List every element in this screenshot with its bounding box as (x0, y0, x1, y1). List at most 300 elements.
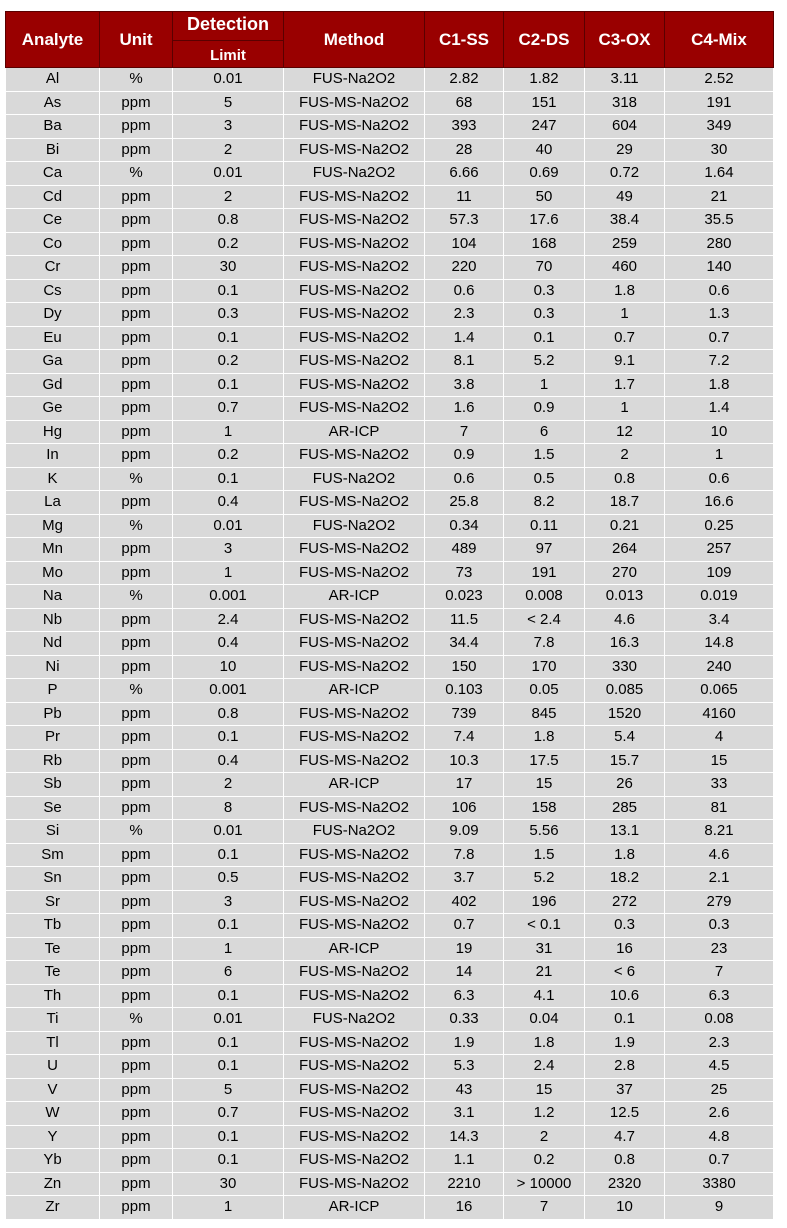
c3-ox-cell: 0.1 (585, 1008, 665, 1032)
table-row (6, 679, 774, 703)
c2-ds-cell: 17.5 (504, 749, 585, 773)
c1-ss-cell: 1.1 (425, 1149, 504, 1173)
c4-mix-cell: 23 (665, 937, 774, 961)
c4-mix-cell: 1.4 (665, 397, 774, 421)
unit-cell: ppm (100, 1149, 173, 1173)
c4-mix-cell: 4.5 (665, 1055, 774, 1079)
c2-ds-cell: 1 (504, 373, 585, 397)
table-row (6, 444, 774, 468)
detection-limit-cell: 30 (173, 1172, 284, 1196)
table-row (6, 91, 774, 115)
detection-limit-cell: 3 (173, 538, 284, 562)
c4-mix-cell: 16.6 (665, 491, 774, 515)
unit-cell: ppm (100, 773, 173, 797)
table-body (6, 68, 774, 1220)
c3-ox-cell: 270 (585, 561, 665, 585)
method-cell: FUS-MS-Na2O2 (284, 914, 425, 938)
c2-ds-cell: 170 (504, 655, 585, 679)
c2-ds-cell: 7.8 (504, 632, 585, 656)
analyte-cell: Ba (6, 115, 100, 139)
c4-mix-cell: 0.08 (665, 1008, 774, 1032)
c3-ox-cell: 264 (585, 538, 665, 562)
table-row (6, 1172, 774, 1196)
analyte-cell: V (6, 1078, 100, 1102)
c3-ox-cell: 1.9 (585, 1031, 665, 1055)
c2-ds-cell: 8.2 (504, 491, 585, 515)
method-cell: FUS-MS-Na2O2 (284, 1055, 425, 1079)
c4-mix-cell: 4.6 (665, 843, 774, 867)
c2-ds-cell: > 10000 (504, 1172, 585, 1196)
c1-ss-cell: 3.1 (425, 1102, 504, 1126)
c1-ss-cell: 3.8 (425, 373, 504, 397)
c4-mix-cell: 0.7 (665, 326, 774, 350)
c3-ox-cell: 12 (585, 420, 665, 444)
method-cell: FUS-MS-Na2O2 (284, 1078, 425, 1102)
c3-ox-cell: 2 (585, 444, 665, 468)
c2-ds-cell: 1.8 (504, 726, 585, 750)
table-row (6, 749, 774, 773)
method-cell: FUS-MS-Na2O2 (284, 843, 425, 867)
detection-limit-cell: 0.1 (173, 726, 284, 750)
c2-ds-cell: 5.56 (504, 820, 585, 844)
c2-ds-cell: 6 (504, 420, 585, 444)
c1-ss-cell: 2.82 (425, 68, 504, 92)
analyte-cell: Ce (6, 209, 100, 233)
c3-ox-cell: 1.8 (585, 843, 665, 867)
analyte-cell: Tb (6, 914, 100, 938)
detection-limit-cell: 0.1 (173, 1149, 284, 1173)
c1-ss-cell: 3.7 (425, 867, 504, 891)
c4-mix-cell: 257 (665, 538, 774, 562)
method-cell: FUS-MS-Na2O2 (284, 655, 425, 679)
c3-ox-cell: 0.8 (585, 467, 665, 491)
analyte-cell: Sb (6, 773, 100, 797)
c1-ss-cell: 2.3 (425, 303, 504, 327)
detection-limit-cell: 3 (173, 890, 284, 914)
c4-mix-cell: 8.21 (665, 820, 774, 844)
c3-ox-cell: 460 (585, 256, 665, 280)
method-cell: FUS-MS-Na2O2 (284, 538, 425, 562)
c4-mix-cell: 140 (665, 256, 774, 280)
c4-mix-cell: 33 (665, 773, 774, 797)
method-cell: FUS-MS-Na2O2 (284, 303, 425, 327)
detection-limit-cell: 0.1 (173, 843, 284, 867)
c4-mix-cell: 1 (665, 444, 774, 468)
c1-ss-cell: 0.6 (425, 467, 504, 491)
c2-ds-cell: 0.3 (504, 279, 585, 303)
header-method: Method (284, 12, 425, 68)
c4-mix-cell: 21 (665, 185, 774, 209)
c1-ss-cell: 7 (425, 420, 504, 444)
table-row (6, 420, 774, 444)
table-row (6, 1102, 774, 1126)
analyte-cell: Ti (6, 1008, 100, 1032)
detection-limit-cell: 6 (173, 961, 284, 985)
unit-cell: ppm (100, 726, 173, 750)
c2-ds-cell: 21 (504, 961, 585, 985)
method-cell: FUS-MS-Na2O2 (284, 726, 425, 750)
c2-ds-cell: 845 (504, 702, 585, 726)
unit-cell: ppm (100, 843, 173, 867)
c4-mix-cell: 9 (665, 1196, 774, 1220)
c3-ox-cell: 1.7 (585, 373, 665, 397)
unit-cell: ppm (100, 749, 173, 773)
detection-limit-cell: 0.1 (173, 373, 284, 397)
analyte-cell: Sr (6, 890, 100, 914)
c3-ox-cell: 16.3 (585, 632, 665, 656)
c2-ds-cell: < 0.1 (504, 914, 585, 938)
header-row (6, 12, 774, 68)
method-cell: FUS-Na2O2 (284, 1008, 425, 1032)
c4-mix-cell: 81 (665, 796, 774, 820)
header-c1-ss: C1-SS (425, 12, 504, 68)
analyte-cell: As (6, 91, 100, 115)
c4-mix-cell: 0.3 (665, 914, 774, 938)
analyte-cell: Dy (6, 303, 100, 327)
c4-mix-cell: 14.8 (665, 632, 774, 656)
detection-limit-cell: 0.1 (173, 326, 284, 350)
detection-limit-cell: 0.5 (173, 867, 284, 891)
table-row (6, 867, 774, 891)
c2-ds-cell: 168 (504, 232, 585, 256)
detection-limit-cell: 0.01 (173, 162, 284, 186)
analyte-cell: Bi (6, 138, 100, 162)
table-row (6, 185, 774, 209)
c1-ss-cell: 57.3 (425, 209, 504, 233)
c4-mix-cell: 0.25 (665, 514, 774, 538)
analyte-cell: Cs (6, 279, 100, 303)
c3-ox-cell: 10 (585, 1196, 665, 1220)
unit-cell: ppm (100, 702, 173, 726)
method-cell: FUS-MS-Na2O2 (284, 397, 425, 421)
table-row (6, 514, 774, 538)
header-limit-label: Limit (210, 47, 246, 64)
c2-ds-cell: 2.4 (504, 1055, 585, 1079)
c3-ox-cell: 26 (585, 773, 665, 797)
analyte-cell: Hg (6, 420, 100, 444)
detection-limit-cell: 0.2 (173, 232, 284, 256)
analyte-cell: Ca (6, 162, 100, 186)
c3-ox-cell: 37 (585, 1078, 665, 1102)
c4-mix-cell: 240 (665, 655, 774, 679)
detection-limit-cell: 0.7 (173, 397, 284, 421)
unit-cell: ppm (100, 1172, 173, 1196)
header-detection-label: Detection (186, 14, 269, 34)
c2-ds-cell: 1.5 (504, 444, 585, 468)
c1-ss-cell: 489 (425, 538, 504, 562)
table-header (6, 12, 774, 68)
c1-ss-cell: 17 (425, 773, 504, 797)
c2-ds-cell: 158 (504, 796, 585, 820)
c1-ss-cell: 0.33 (425, 1008, 504, 1032)
c3-ox-cell: 9.1 (585, 350, 665, 374)
c2-ds-cell: 70 (504, 256, 585, 280)
c3-ox-cell: 604 (585, 115, 665, 139)
c3-ox-cell: 29 (585, 138, 665, 162)
c4-mix-cell: 15 (665, 749, 774, 773)
c1-ss-cell: 6.3 (425, 984, 504, 1008)
analyte-cell: Ga (6, 350, 100, 374)
analyte-cell: Pr (6, 726, 100, 750)
c2-ds-cell: 31 (504, 937, 585, 961)
table-row (6, 1149, 774, 1173)
detection-limit-cell: 5 (173, 91, 284, 115)
unit-cell: ppm (100, 232, 173, 256)
c2-ds-cell: 2 (504, 1125, 585, 1149)
unit-cell: ppm (100, 373, 173, 397)
analyte-cell: Rb (6, 749, 100, 773)
c3-ox-cell: 1 (585, 397, 665, 421)
c2-ds-cell: 50 (504, 185, 585, 209)
c3-ox-cell: 3.11 (585, 68, 665, 92)
c2-ds-cell: 0.69 (504, 162, 585, 186)
method-cell: FUS-MS-Na2O2 (284, 867, 425, 891)
header-c3-ox: C3-OX (585, 12, 665, 68)
c2-ds-cell: 191 (504, 561, 585, 585)
detection-limit-cell: 0.7 (173, 1102, 284, 1126)
c2-ds-cell: 0.1 (504, 326, 585, 350)
header-c2-ds: C2-DS (504, 12, 585, 68)
method-cell: AR-ICP (284, 420, 425, 444)
analyte-cell: Nd (6, 632, 100, 656)
c4-mix-cell: 109 (665, 561, 774, 585)
table-row (6, 890, 774, 914)
analyte-cell: Y (6, 1125, 100, 1149)
c4-mix-cell: 4160 (665, 702, 774, 726)
unit-cell: % (100, 467, 173, 491)
table-row (6, 796, 774, 820)
method-cell: AR-ICP (284, 585, 425, 609)
detection-limit-cell: 0.01 (173, 514, 284, 538)
table-row (6, 1008, 774, 1032)
method-cell: FUS-MS-Na2O2 (284, 350, 425, 374)
method-cell: AR-ICP (284, 1196, 425, 1220)
detection-limit-cell: 2.4 (173, 608, 284, 632)
analyte-cell: Pb (6, 702, 100, 726)
analyte-cell: Al (6, 68, 100, 92)
method-cell: FUS-MS-Na2O2 (284, 890, 425, 914)
table-row (6, 209, 774, 233)
method-cell: FUS-MS-Na2O2 (284, 961, 425, 985)
header-detection-divider (173, 40, 283, 41)
method-cell: FUS-MS-Na2O2 (284, 1172, 425, 1196)
table-row (6, 820, 774, 844)
analyte-cell: Si (6, 820, 100, 844)
unit-cell: % (100, 679, 173, 703)
unit-cell: ppm (100, 350, 173, 374)
method-cell: FUS-MS-Na2O2 (284, 115, 425, 139)
table-row (6, 702, 774, 726)
analyte-cell: Zr (6, 1196, 100, 1220)
detection-limit-cell: 0.2 (173, 350, 284, 374)
table-row (6, 303, 774, 327)
detection-limit-cell: 10 (173, 655, 284, 679)
c4-mix-cell: 280 (665, 232, 774, 256)
analyte-cell: Ge (6, 397, 100, 421)
c2-ds-cell: 0.008 (504, 585, 585, 609)
analyte-cell: Nb (6, 608, 100, 632)
detection-limit-cell: 0.001 (173, 679, 284, 703)
method-cell: FUS-MS-Na2O2 (284, 1031, 425, 1055)
table-row (6, 256, 774, 280)
unit-cell: ppm (100, 961, 173, 985)
detection-limit-cell: 1 (173, 1196, 284, 1220)
unit-cell: ppm (100, 420, 173, 444)
unit-cell: ppm (100, 538, 173, 562)
unit-cell: ppm (100, 279, 173, 303)
c4-mix-cell: 10 (665, 420, 774, 444)
detection-limit-cell: 0.3 (173, 303, 284, 327)
c1-ss-cell: 104 (425, 232, 504, 256)
c3-ox-cell: 272 (585, 890, 665, 914)
table-row (6, 843, 774, 867)
analyte-cell: Na (6, 585, 100, 609)
unit-cell: ppm (100, 115, 173, 139)
table-row (6, 350, 774, 374)
table-row (6, 655, 774, 679)
c3-ox-cell: 285 (585, 796, 665, 820)
c1-ss-cell: 220 (425, 256, 504, 280)
detection-limit-cell: 0.4 (173, 749, 284, 773)
detection-limit-cell: 0.1 (173, 279, 284, 303)
analyte-cell: Te (6, 961, 100, 985)
analyte-cell: Mg (6, 514, 100, 538)
detection-limit-cell: 0.1 (173, 1055, 284, 1079)
method-cell: FUS-MS-Na2O2 (284, 1125, 425, 1149)
c2-ds-cell: 97 (504, 538, 585, 562)
c4-mix-cell: 30 (665, 138, 774, 162)
table-row (6, 1125, 774, 1149)
unit-cell: ppm (100, 1125, 173, 1149)
c4-mix-cell: 7.2 (665, 350, 774, 374)
detection-limit-cell: 0.4 (173, 632, 284, 656)
table-row (6, 279, 774, 303)
unit-cell: ppm (100, 984, 173, 1008)
table-row (6, 232, 774, 256)
detection-limit-cell: 5 (173, 1078, 284, 1102)
c4-mix-cell: 1.8 (665, 373, 774, 397)
c3-ox-cell: 0.013 (585, 585, 665, 609)
c2-ds-cell: 0.2 (504, 1149, 585, 1173)
unit-cell: % (100, 68, 173, 92)
method-cell: FUS-MS-Na2O2 (284, 1149, 425, 1173)
unit-cell: ppm (100, 1078, 173, 1102)
detection-limit-cell: 0.1 (173, 1125, 284, 1149)
table-row (6, 397, 774, 421)
table-row (6, 538, 774, 562)
unit-cell: ppm (100, 632, 173, 656)
table-row (6, 961, 774, 985)
c2-ds-cell: 0.05 (504, 679, 585, 703)
c2-ds-cell: 1.5 (504, 843, 585, 867)
c2-ds-cell: 151 (504, 91, 585, 115)
analyte-cell: Th (6, 984, 100, 1008)
analyte-cell: P (6, 679, 100, 703)
table-row (6, 773, 774, 797)
detection-limit-cell: 0.8 (173, 209, 284, 233)
c3-ox-cell: 5.4 (585, 726, 665, 750)
detection-limit-cell: 1 (173, 420, 284, 444)
detection-limit-cell: 0.1 (173, 467, 284, 491)
c2-ds-cell: 7 (504, 1196, 585, 1220)
detection-limit-cell: 30 (173, 256, 284, 280)
c1-ss-cell: 5.3 (425, 1055, 504, 1079)
c4-mix-cell: 6.3 (665, 984, 774, 1008)
c1-ss-cell: 106 (425, 796, 504, 820)
c3-ox-cell: 10.6 (585, 984, 665, 1008)
unit-cell: % (100, 162, 173, 186)
c1-ss-cell: 16 (425, 1196, 504, 1220)
method-cell: FUS-MS-Na2O2 (284, 796, 425, 820)
method-cell: AR-ICP (284, 937, 425, 961)
unit-cell: % (100, 514, 173, 538)
table-row (6, 726, 774, 750)
table-row (6, 162, 774, 186)
method-cell: FUS-MS-Na2O2 (284, 632, 425, 656)
unit-cell: % (100, 585, 173, 609)
c1-ss-cell: 0.7 (425, 914, 504, 938)
c2-ds-cell: 15 (504, 1078, 585, 1102)
c2-ds-cell: 0.5 (504, 467, 585, 491)
c3-ox-cell: 0.085 (585, 679, 665, 703)
table-row (6, 1055, 774, 1079)
c1-ss-cell: 11.5 (425, 608, 504, 632)
c4-mix-cell: 191 (665, 91, 774, 115)
detection-limit-cell: 0.1 (173, 1031, 284, 1055)
detection-limit-header-stack (173, 12, 283, 67)
c1-ss-cell: 0.9 (425, 444, 504, 468)
c3-ox-cell: 318 (585, 91, 665, 115)
method-cell: FUS-MS-Na2O2 (284, 209, 425, 233)
unit-cell: ppm (100, 655, 173, 679)
analyte-table (5, 11, 774, 1220)
c3-ox-cell: 0.8 (585, 1149, 665, 1173)
c1-ss-cell: 0.103 (425, 679, 504, 703)
analyte-cell: Te (6, 937, 100, 961)
table-row (6, 1196, 774, 1220)
c4-mix-cell: 4 (665, 726, 774, 750)
detection-limit-cell: 1 (173, 561, 284, 585)
c1-ss-cell: 7.4 (425, 726, 504, 750)
analyte-cell: Cr (6, 256, 100, 280)
c4-mix-cell: 1.64 (665, 162, 774, 186)
c4-mix-cell: 4.8 (665, 1125, 774, 1149)
detection-limit-cell: 3 (173, 115, 284, 139)
c3-ox-cell: 330 (585, 655, 665, 679)
c3-ox-cell: 259 (585, 232, 665, 256)
method-cell: FUS-MS-Na2O2 (284, 373, 425, 397)
unit-cell: % (100, 820, 173, 844)
unit-cell: ppm (100, 1196, 173, 1220)
header-detection-limit (173, 12, 284, 68)
analyte-cell: Co (6, 232, 100, 256)
c3-ox-cell: 2320 (585, 1172, 665, 1196)
detection-limit-cell: 2 (173, 185, 284, 209)
c1-ss-cell: 19 (425, 937, 504, 961)
unit-cell: ppm (100, 914, 173, 938)
method-cell: FUS-MS-Na2O2 (284, 702, 425, 726)
c1-ss-cell: 1.6 (425, 397, 504, 421)
header-analyte: Analyte (6, 12, 100, 68)
table-row (6, 914, 774, 938)
unit-cell: ppm (100, 561, 173, 585)
unit-cell: ppm (100, 867, 173, 891)
analyte-cell: Zn (6, 1172, 100, 1196)
analyte-cell: Sn (6, 867, 100, 891)
method-cell: FUS-MS-Na2O2 (284, 138, 425, 162)
c4-mix-cell: 25 (665, 1078, 774, 1102)
unit-cell: ppm (100, 303, 173, 327)
